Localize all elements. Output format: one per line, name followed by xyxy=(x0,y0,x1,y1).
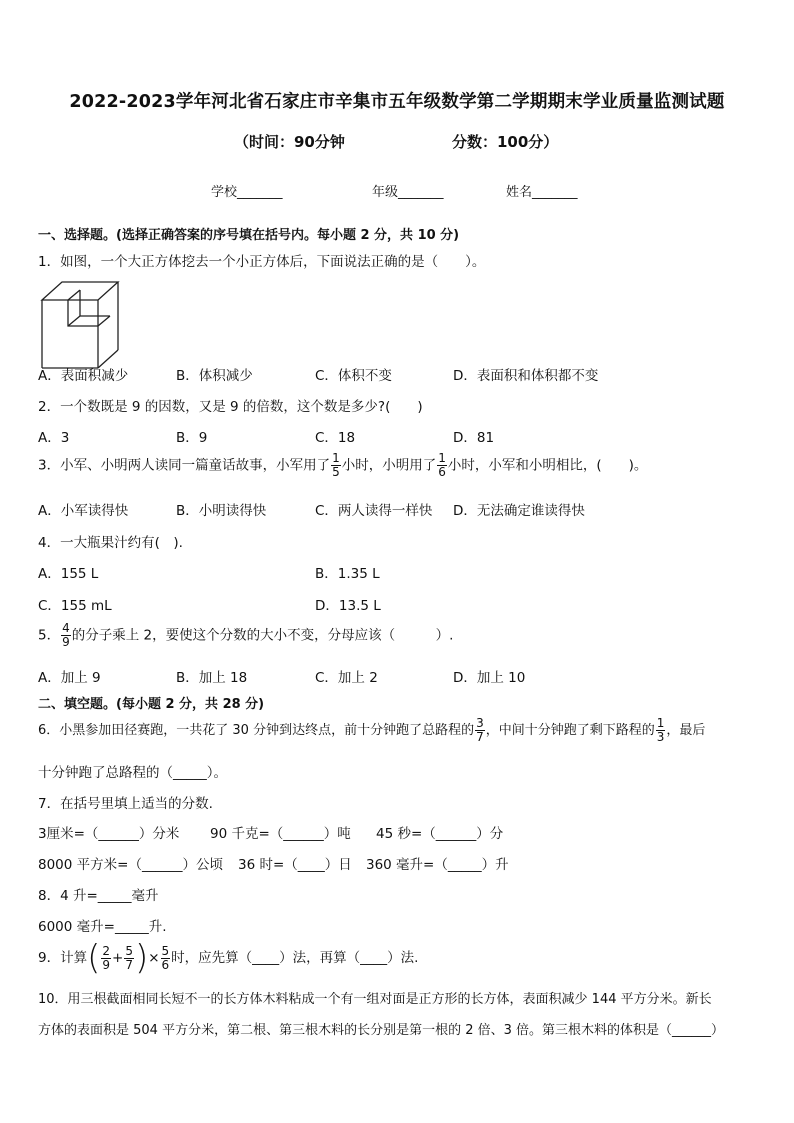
q4-option-c[interactable]: C．155 mL xyxy=(38,598,112,614)
exam-time: （时间：90分钟 xyxy=(234,133,345,151)
fraction: $\frac{1}{5}$ xyxy=(332,451,340,479)
question-10-line2: 方体的表面积是 504 平方分米，第二根、第三根木料的长分别是第一根的 2 倍、3 倍。第三根木料的体积是（______） xyxy=(38,1023,725,1038)
q1-option-d[interactable]: D．表面积和体积都不变 xyxy=(453,368,599,384)
grade-field[interactable]: 年级_______ xyxy=(372,185,444,200)
fraction: $\frac{1}{3}$ xyxy=(656,716,665,744)
q2-option-b[interactable]: B．9 xyxy=(176,430,208,446)
question-3: 3．小军、小明两人读同一篇童话故事，小军用了 $\frac{1}{5}$ 小时，小明用了 $\frac{1}{6}$ 小时，小军和小明相比，( )。 xyxy=(38,451,648,479)
q2-option-d[interactable]: D．81 xyxy=(453,430,495,446)
q5-option-c[interactable]: C．加上 2 xyxy=(315,670,378,686)
question-10-line1: 10．用三根截面相同长短不一的长方体木料粘成一个有一组对面是正方形的长方体，表面积减少 144 平方分米。新长 xyxy=(38,992,712,1007)
q3-option-a[interactable]: A．小军读得快 xyxy=(38,503,129,519)
name-field[interactable]: 姓名_______ xyxy=(506,185,578,200)
q7-item-5: 36 时=（____）日 xyxy=(238,857,352,873)
question-4: 4．一大瓶果汁约有( ). xyxy=(38,535,183,551)
page-title: 2022-2023学年河北省石家庄市辛集市五年级数学第二学期期末学业质量监测试题 xyxy=(69,92,725,112)
school-field[interactable]: 学校_______ xyxy=(211,185,283,200)
fraction: $\frac{4}{9}$ xyxy=(62,621,70,649)
question-8-line1: 8．4 升=_____毫升 xyxy=(38,888,159,904)
exam-score: 分数：100分） xyxy=(452,133,559,151)
question-6: 6．小黑参加田径赛跑，一共花了 30 分钟到达终点，前十分钟跑了总路程的 $\frac{3}{7}$ ，中间十分钟跑了剩下路程的 $\frac{1}{3}$ ，最后 xyxy=(38,716,706,744)
cube-diagram xyxy=(40,280,120,372)
q1-option-c[interactable]: C．体积不变 xyxy=(315,368,392,384)
question-5: 5． $\frac{4}{9}$ 的分子乘上 2，要使这个分数的大小不变，分母应该（ ）. xyxy=(38,621,454,649)
q3-option-d[interactable]: D．无法确定谁读得快 xyxy=(453,503,585,519)
question-8-line2: 6000 毫升=_____升. xyxy=(38,919,167,935)
q5-option-a[interactable]: A．加上 9 xyxy=(38,670,101,686)
section-heading-choice: 一、选择题。(选择正确答案的序号填在括号内。每小题 2 分，共 10 分) xyxy=(38,228,460,243)
q5-option-b[interactable]: B．加上 18 xyxy=(176,670,248,686)
q3-option-c[interactable]: C．两人读得一样快 xyxy=(315,503,433,519)
q2-option-c[interactable]: C．18 xyxy=(315,430,356,446)
fraction: $\frac{1}{6}$ xyxy=(438,451,446,479)
q3-option-b[interactable]: B．小明读得快 xyxy=(176,503,267,519)
question-7: 7．在括号里填上适当的分数. xyxy=(38,796,213,812)
section-heading-fill: 二、填空题。(每小题 2 分，共 28 分) xyxy=(38,697,265,712)
q7-item-6: 360 毫升=（_____）升 xyxy=(366,857,509,873)
q2-option-a[interactable]: A．3 xyxy=(38,430,70,446)
q4-option-b[interactable]: B．1.35 L xyxy=(315,566,380,582)
q1-option-a[interactable]: A．表面积减少 xyxy=(38,368,129,384)
fraction: $\frac{3}{7}$ xyxy=(476,716,484,744)
question-2: 2．一个数既是 9 的因数，又是 9 的倍数，这个数是多少?( ) xyxy=(38,399,423,415)
q1-option-b[interactable]: B．体积减少 xyxy=(176,368,253,384)
fraction: $\frac{2}{9}$ xyxy=(102,943,110,972)
q7-item-3: 45 秒=（______）分 xyxy=(376,826,504,842)
q7-item-2: 90 千克=（______）吨 xyxy=(210,826,351,842)
q4-option-a[interactable]: A．155 L xyxy=(38,566,99,582)
q7-item-4: 8000 平方米=（______）公顷 xyxy=(38,857,223,873)
q4-option-d[interactable]: D．13.5 L xyxy=(315,598,381,614)
question-9: 9．计算( $\frac{2}{9}$ + $\frac{5}{7}$ )× $\frac{5}{6}$ 时，应先算（____）法，再算（____）法. xyxy=(38,938,419,978)
question-1: 1．如图，一个大正方体挖去一个小正方体后，下面说法正确的是（ ）。 xyxy=(38,254,486,270)
fraction: $\frac{5}{6}$ xyxy=(161,943,170,972)
fraction: $\frac{5}{7}$ xyxy=(125,943,133,972)
question-6-line2: 十分钟跑了总路程的（_____）。 xyxy=(38,765,227,781)
q7-item-1: 3厘米=（______）分米 xyxy=(38,826,180,842)
q5-option-d[interactable]: D．加上 10 xyxy=(453,670,526,686)
